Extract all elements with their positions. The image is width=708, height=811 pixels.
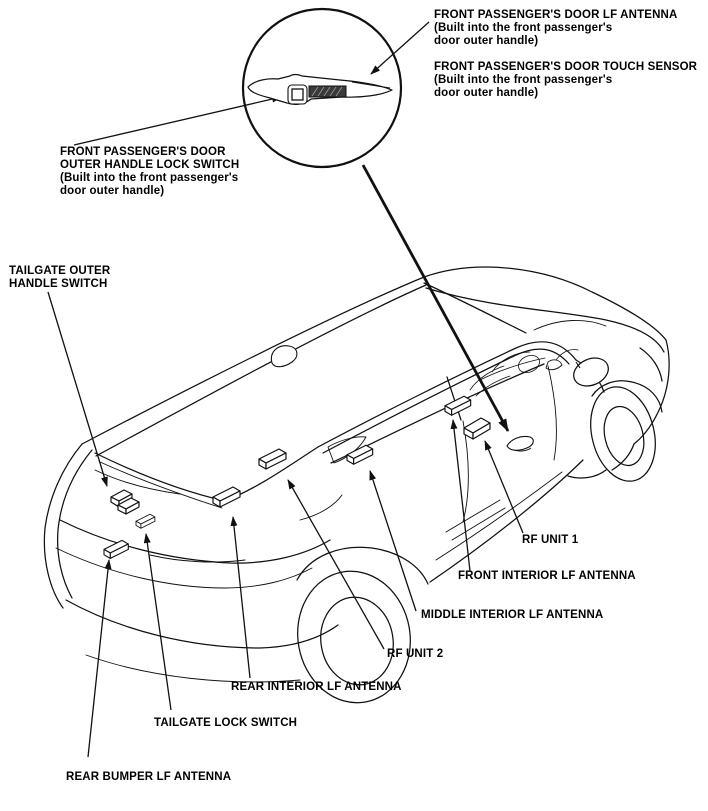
door-lf-antenna-leader — [371, 22, 429, 74]
rf-unit-1-marker — [464, 418, 490, 439]
rf-unit-2-marker — [259, 449, 286, 469]
callout-title: RF UNIT 1 — [522, 534, 579, 546]
front-door-outer-handle — [507, 436, 533, 451]
callout-title: OUTER HANDLE LOCK SWITCH — [60, 159, 240, 171]
touch-sensor-strip — [309, 86, 346, 97]
callout-title: FRONT PASSENGER'S DOOR LF ANTENNA — [434, 9, 678, 21]
callout-title: RF UNIT 2 — [387, 648, 444, 660]
inset-detail-circle — [243, 9, 401, 167]
rear-bumper-lf-antenna-marker — [104, 540, 128, 558]
callout-tailgate-lock-switch — [154, 717, 297, 730]
leader-lines — [48, 22, 523, 757]
rf-unit-2-leader — [288, 480, 384, 649]
middle-interior-lf-antenna-marker — [347, 445, 373, 464]
callout-title: FRONT PASSENGER'S DOOR TOUCH SENSOR — [434, 61, 698, 73]
lock-switch-button — [292, 89, 303, 100]
rear-interior-lf-antenna-leader — [233, 517, 250, 678]
side-mirror — [569, 353, 612, 391]
callout-front-interior-lf-antenna — [458, 570, 636, 583]
callout-rf-unit-1 — [522, 534, 578, 547]
callout-rear-interior-lf-antenna — [231, 681, 402, 694]
callout-rf-unit-2 — [387, 648, 443, 661]
callout-tailgate-outer-handle-switch — [9, 265, 110, 291]
callout-rear-bumper-lf-antenna — [66, 771, 231, 784]
callout-note: (Built into the front passenger's — [434, 22, 613, 34]
tailgate-outer-handle-switch-leader — [48, 292, 107, 486]
tailgate-lock-switch-marker — [136, 514, 155, 528]
roof-fin-antenna — [271, 346, 297, 367]
callout-title: HANDLE SWITCH — [9, 278, 108, 290]
front-wheel — [581, 380, 664, 488]
callout-middle-interior-lf-antenna — [421, 609, 603, 622]
callout-note: door outer handle) — [434, 35, 539, 47]
callout-front-passenger-door-touch-sensor — [434, 61, 697, 100]
callout-title: TAILGATE LOCK SWITCH — [154, 717, 298, 729]
rf-unit-1-leader — [485, 441, 523, 533]
callout-note: (Built into the front passenger's — [60, 172, 239, 184]
door-handle-locator-leader — [363, 165, 508, 431]
callout-title: FRONT PASSENGER'S DOOR — [60, 146, 226, 158]
front-interior-lf-antenna-marker — [445, 396, 471, 415]
tailgate-lock-switch-leader — [146, 534, 171, 710]
callout-title: REAR INTERIOR LF ANTENNA — [231, 681, 402, 693]
tailgate-outer-handle-switch-marker — [111, 490, 139, 514]
callout-front-passenger-door-lf-antenna — [434, 9, 677, 48]
callout-title: TAILGATE OUTER — [9, 265, 111, 277]
rear-interior-lf-antenna-marker — [213, 487, 240, 507]
callout-title: REAR BUMPER LF ANTENNA — [66, 771, 232, 783]
callout-note: door outer handle) — [60, 185, 165, 197]
callout-title: MIDDLE INTERIOR LF ANTENNA — [421, 609, 604, 621]
callout-note: door outer handle) — [434, 87, 539, 99]
callout-title: FRONT INTERIOR LF ANTENNA — [458, 570, 636, 582]
rear-bumper-lf-antenna-leader — [88, 560, 109, 757]
callout-front-passenger-door-outer-handle-lock-switch — [60, 146, 239, 198]
middle-interior-lf-antenna-leader — [370, 471, 416, 611]
callout-note: (Built into the front passenger's — [434, 74, 613, 86]
